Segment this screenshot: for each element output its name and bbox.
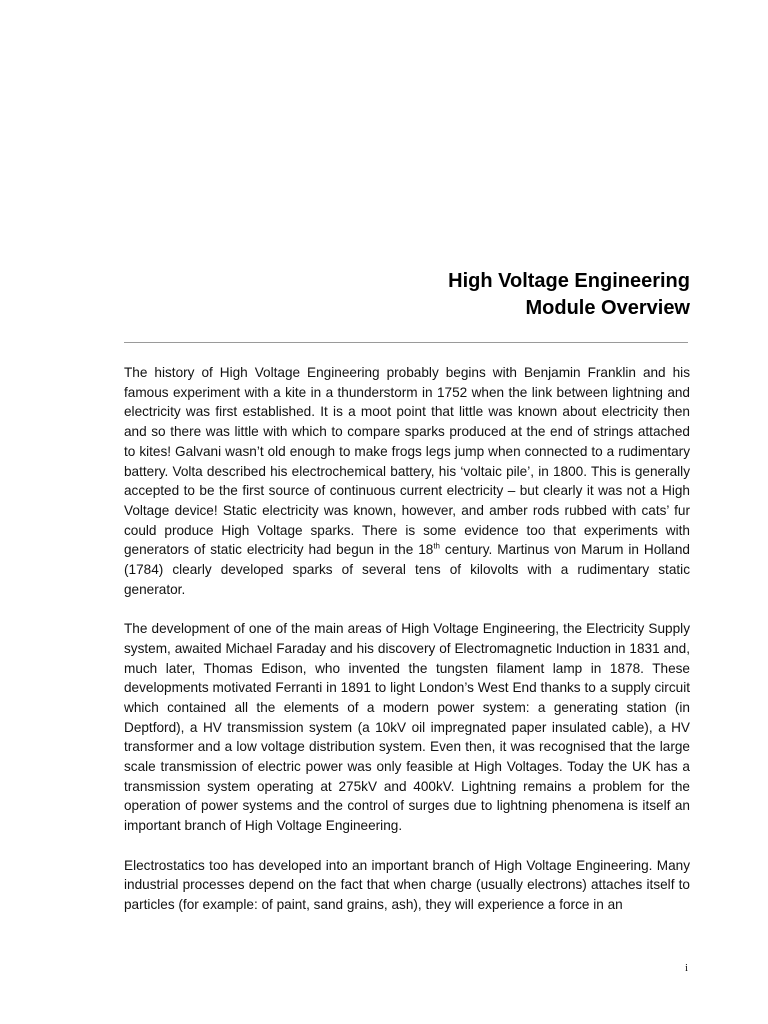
paragraph-3: Electrostatics too has developed into an important branch of High Voltage Engineering. Many industrial processes depend on the fact that when charge (usually electrons) attaches itself to particles (for example: of paint, sand grains, ash), they will experience a force in an [124,857,690,912]
paragraph-1 [124,363,690,599]
document-title [448,268,690,322]
title-divider [124,342,688,343]
title-line-1: High Voltage Engineering [448,270,690,292]
paragraph-1-part-b: century. Martinus von Marum in Holland (1784) clearly developed sparks of several tens of kilovolts with a rudimentary static generator. [124,542,690,597]
page-number: i [684,962,688,974]
paragraph-2: The development of one of the main areas of High Voltage Engineering, the Electricity Supply system, awaited Michael Faraday and his discovery of Electromagnetic Induction in 1831 and, much later, Thomas Edison, who invented the tungsten filament lamp in 1878. These developments motivated Ferranti in 1891 to light London’s West End thanks to a supply circuit which contained all the elements of a modern power system: a generating station (in Deptford), a HV transmission system (a 10kV oil impregnated paper insulated cable), a HV transformer and a low voltage distribution system. Even then, it was recognised that the large scale transmission of electric power was only feasible at High Voltages. Today the UK has a transmission system operating at 275kV and 400kV. Lightning remains a problem for the operation of power systems and the control of surges due to lightning phenomena is itself an important branch of High Voltage Engineering. [124,621,690,834]
title-line-2: Module Overview [525,297,690,319]
body-text [124,363,690,934]
paragraph-1-superscript: th [433,541,440,551]
paragraph-1-part-a: The history of High Voltage Engineering probably begins with Benjamin Franklin and his famous experiment with a kite in a thunderstorm in 1752 when the link between lightning and electricity was first established. It is a moot point that little was known about electricity then and so there was little with which to compare sparks produced at the end of strings attached to kites! Galvani wasn’t old enough to make frogs legs jump when connected to a rudimentary battery. Volta described his electrochemical battery, his ‘voltaic pile’, in 1800. This is generally accepted to be the first source of continuous current electricity – but clearly it was not a High Voltage device! Static electricity was known, however, and amber rods rubbed with cats’ fur could produce High Voltage sparks. There is some evidence too that experiments with generators of static electricity had begun in the 18 [124,365,690,558]
